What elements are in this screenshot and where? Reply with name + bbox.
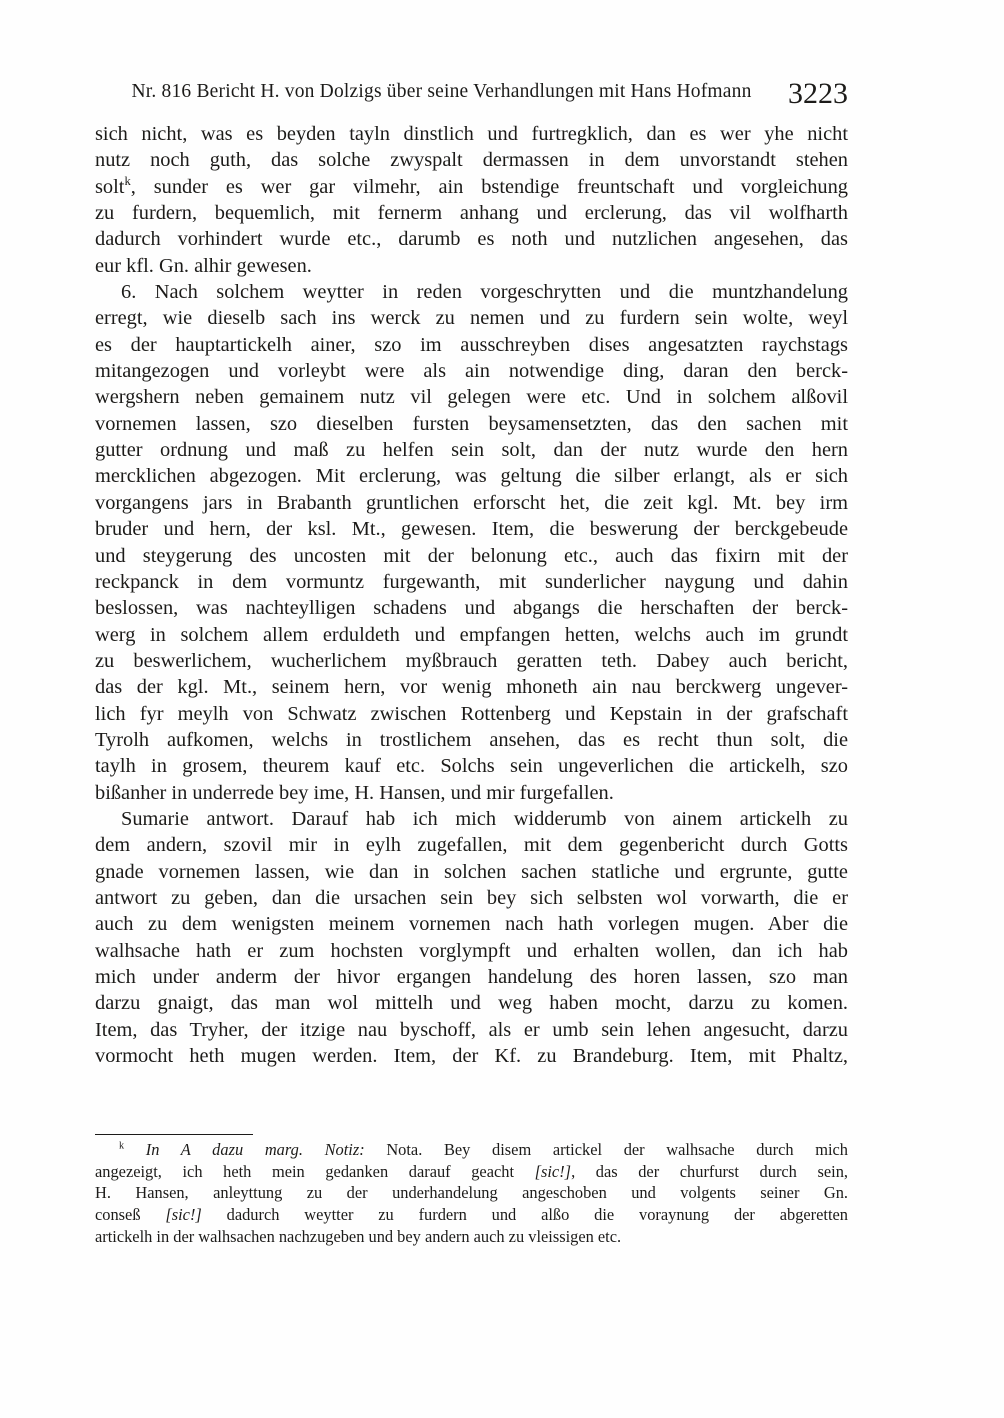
text-line: mich under anderm der hivor ergangen handelung des horen lassen, szo man [95, 966, 848, 988]
text-line: zu furdern, bequemlich, mit fernerm anhang und erclerung, das vil wolfharth [95, 202, 848, 225]
text-line: mercklichen abgezogen. Mit erclerung, was geltung die silber erlangt, als er sich [95, 465, 848, 488]
text-line: gnade vornemen lassen, wie dan in solchen sachen statliche und ergrunte, gutte [95, 860, 848, 883]
text-line: taylh in grosem, theurem kauf etc. Solchs sein ungeverlichen die artickelh, szo [95, 755, 848, 778]
text-line: antwort zu geben, dan die ursachen sein bey sich selbsten wol vorwarth, die er [95, 886, 848, 909]
footnote-rule [95, 1134, 253, 1135]
text-line: zu beswerlichem, wucherlichem myßbrauch geratten teth. Dabey auch bericht, [95, 649, 848, 672]
text-line: erregt, wie dieselb sach ins werck zu nemen und zu furdern sein wolte, weyl [95, 307, 848, 330]
text-line: nutz noch guth, das solche zwyspalt dermassen in dem unvorstandt stehen [95, 149, 848, 172]
text-line: artickelh in der walhsachen nachzugeben und bey andern auch zu vleissigen etc. [95, 1226, 622, 1246]
text-line: bruder und hern, der ksl. Mt., gewesen. Item, die beswerung der berckgebeude [95, 518, 848, 541]
text-line: auch zu dem wenigsten meinem vornemen nach hath vorlegen mugen. Aber die [95, 913, 848, 936]
text-line: H. Hansen, anleyttung zu der underhandelung angeschoben und volgents seiner Gn. [95, 1183, 848, 1203]
page-header [95, 74, 848, 110]
text-line: mitangezogen und vorleybt were als ain notwendige ding, daran den berck- [95, 360, 848, 383]
text-line: darzu gnaigt, das man wol mittelh und weg haben mocht, darzu zu komen. [95, 992, 848, 1015]
text-line: dadurch vorhindert wurde etc., darumb es noth und nutzlichen angesehen, das [95, 228, 848, 251]
text-line: Tyrolh aufkomen, welchs in trostlichem ansehen, das es recht thun solt, die [95, 728, 848, 751]
page-number: 3223 [788, 77, 848, 110]
text-line: walhsache hath er zum hochsten vorglympft und erhalten wollen, dan ich hab [95, 939, 848, 962]
text-line: gutter ordnung und maß zu helfen sein solt, dan der nutz wurde den hern [95, 439, 848, 462]
running-head: Nr. 816 Bericht H. von Dolzigs über seine Verhandlungen mit Hans Hofmann [131, 81, 752, 102]
text-line: bißanher in underrede bey ime, H. Hansen, und mir furgefallen. [95, 781, 614, 804]
text-line: werg in solchem allem erduldeth und empfangen hetten, welchs auch im grundt [95, 623, 848, 646]
text-line: und steygerung des uncosten mit der belonung etc., auch das fixirn mit der [95, 544, 848, 567]
text-line: wergshern neben gemainem nutz vil gelegen were etc. Und in solchem alßovil [95, 386, 848, 409]
text-line: Sumarie antwort. Darauf hab ich mich widderumb von ainem artickelh zu [121, 807, 848, 830]
text-line: vorgangens jars in Brabanth gruntlichen erforscht het, die zeit kgl. Mt. bey irm [95, 491, 848, 514]
text-line: vormocht heth mugen werden. Item, der Kf. zu Brandeburg. Item, mit Phaltz, [95, 1045, 848, 1068]
text-line: vornemen lassen, szo dieselben fursten beysamensetzten, das den sachen mit [95, 412, 848, 435]
footnote-text [95, 1139, 848, 1247]
text-line: lich fyr meylh von Schwatz zwischen Rottenberg und Kepstain in der grafschaft [95, 702, 848, 725]
text-line: Item, das Tryher, der itzige nau byschoff, als er umb sein lehen angesucht, darzu [95, 1018, 848, 1041]
text-line: sich nicht, was es beyden tayln dinstlich und furtregklich, dan es wer yhe nicht [95, 123, 848, 145]
text-line: beslossen, was nachteylligen schadens und abgangs die herschaften der berck- [95, 597, 848, 620]
text-line: reckpanck in dem vormuntz furgewanth, mit sunderlicher naygung und dahin [95, 570, 848, 593]
text-line: dem andern, szovil mir in eylh zugefallen, mit dem gegenbericht durch Gotts [95, 834, 848, 857]
footnote-section [95, 1134, 848, 1247]
text-line: solt$^k$, sunder es wer gar vilmehr, ain bstendige freuntschaft und vorgleichung [95, 173, 848, 198]
text-line: 6. Nach solchem weytter in reden vorgeschrytten und die muntzhandelung [121, 281, 848, 304]
text-line: angezeigt, ich heth mein gedanken darauf geacht [sic!], das der churfurst durch sein, [95, 1161, 848, 1181]
body-text [95, 121, 848, 1069]
text-line: $^k$ In A dazu marg. Notiz: Nota. Bey disem artickel der walhsache durch mich [119, 1140, 848, 1159]
text-line: das der kgl. Mt., seinem hern, vor wenig mhoneth ain nau berckwerg ungever- [95, 676, 848, 699]
text-line: eur kfl. Gn. alhir gewesen. [95, 254, 312, 277]
text-line: es der hauptartickelh ainer, szo im ausschreyben dises angesatzten raychstags [95, 333, 848, 356]
text-line: conseß [sic!] dadurch weytter zu furdern und alßo die voraynung der abgeretten [95, 1205, 848, 1225]
